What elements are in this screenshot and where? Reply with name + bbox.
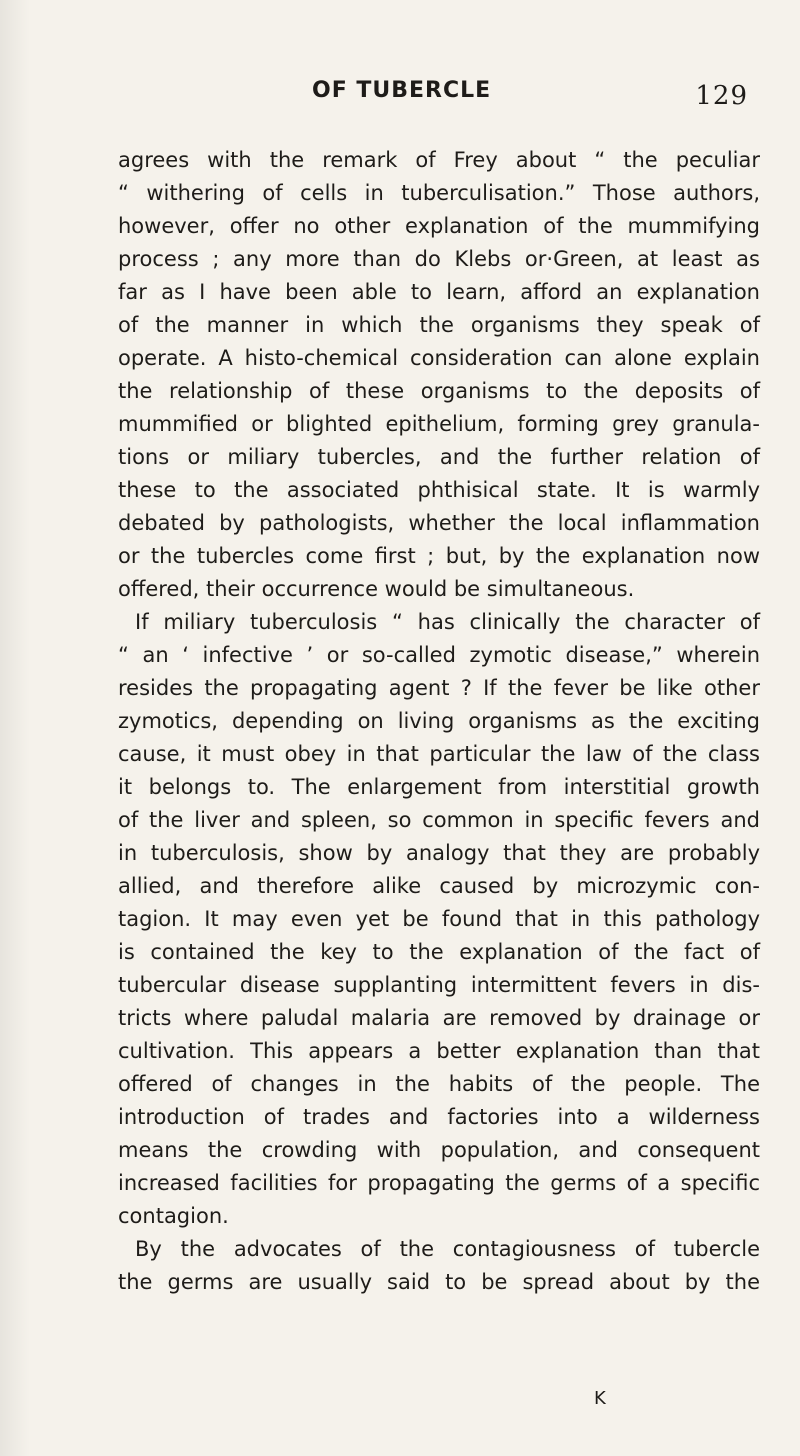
- text-line: mummified or blighted epithelium, forming grey granula-: [118, 412, 760, 436]
- text-line: “ withering of cells in tuberculisation.” Those authors,: [118, 181, 760, 205]
- text-line: is contained the key to the explanation of the fact of: [118, 940, 760, 964]
- text-line: offered of changes in the habits of the people. The: [118, 1072, 760, 1096]
- text-line: cause, it must obey in that particular the law of the class: [118, 742, 760, 766]
- text-line: agrees with the remark of Frey about “ the peculiar: [118, 148, 760, 172]
- text-line: operate. A histo-chemical consideration can alone explain: [118, 346, 760, 370]
- text-line: of the liver and spleen, so common in specific fevers and: [118, 808, 760, 832]
- text-line: allied, and therefore alike caused by microzymic con-: [118, 874, 760, 898]
- text-line: process ; any more than do Klebs or·Green, at least as: [118, 247, 760, 271]
- text-line: these to the associated phthisical state. It is warmly: [118, 478, 760, 502]
- text-line: tubercular disease supplanting intermittent fevers in dis-: [118, 973, 760, 997]
- text-line: contagion.: [118, 1204, 229, 1228]
- text-line: however, offer no other explanation of the mummifying: [118, 214, 760, 238]
- text-line: tions or miliary tubercles, and the further relation of: [118, 445, 760, 469]
- text-line: it belongs to. The enlargement from interstitial growth: [118, 775, 760, 799]
- text-line: If miliary tuberculosis “ has clinically the character of: [135, 610, 760, 634]
- page-gutter-shadow: [0, 0, 30, 1456]
- text-line: resides the propagating agent ? If the fever be like other: [118, 676, 760, 700]
- text-line: By the advocates of the contagiousness of tubercle: [135, 1237, 760, 1261]
- text-line: the relationship of these organisms to the deposits of: [118, 379, 760, 403]
- text-line: cultivation. This appears a better explanation than that: [118, 1039, 760, 1063]
- signature-mark: K: [594, 1388, 606, 1409]
- page-number: 129: [695, 81, 748, 111]
- text-line: far as I have been able to learn, afford an explanation: [118, 280, 760, 304]
- text-line: introduction of trades and factories into a wilderness: [118, 1105, 760, 1129]
- text-line: means the crowding with population, and consequent: [118, 1138, 760, 1162]
- page-header: [122, 78, 762, 110]
- text-line: tricts where paludal malaria are removed by drainage or: [118, 1006, 760, 1030]
- text-line: the germs are usually said to be spread about by the: [118, 1270, 760, 1294]
- text-line: in tuberculosis, show by analogy that they are probably: [118, 841, 760, 865]
- text-line: zymotics, depending on living organisms as the exciting: [118, 709, 760, 733]
- text-line: “ an ‘ infective ’ or so-called zymotic disease,” wherein: [118, 643, 760, 667]
- text-line: debated by pathologists, whether the local inflammation: [118, 511, 760, 535]
- running-head: OF TUBERCLE: [312, 78, 492, 103]
- text-line: or the tubercles come first ; but, by the explanation now: [118, 544, 760, 568]
- text-line: offered, their occurrence would be simultaneous.: [118, 577, 635, 601]
- text-line: tagion. It may even yet be found that in this pathology: [118, 907, 760, 931]
- text-line: increased facilities for propagating the germs of a specific: [118, 1171, 760, 1195]
- text-line: of the manner in which the organisms they speak of: [118, 313, 760, 337]
